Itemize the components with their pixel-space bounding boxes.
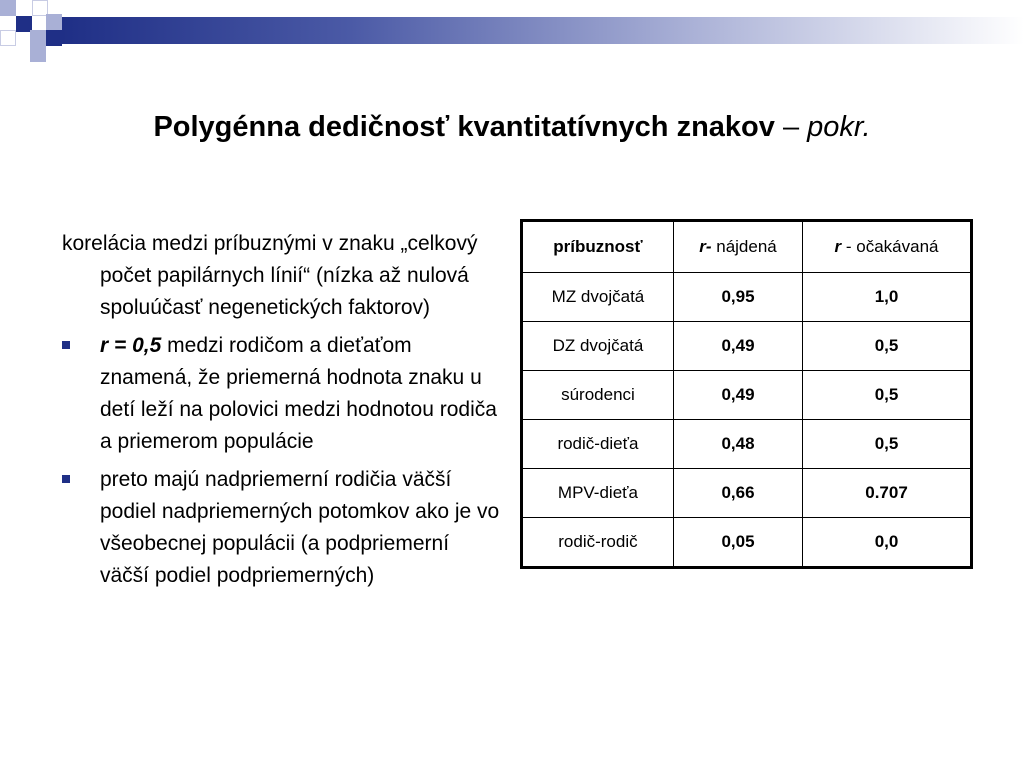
decor-square (30, 46, 46, 62)
table-row (522, 469, 972, 518)
cell-found: 0,49 (673, 322, 802, 371)
intro-paragraph: korelácia medzi príbuznými v znaku „celkový počet papilárnych línií“ (nízka až nulová spoluúčasť negenetických faktorov) (62, 232, 478, 319)
bullet-text: medzi rodičom a dieťaťom znamená, že priemerná hodnota znaku u detí leží na polovici medzi hodnotou rodiča a priemerom populácie (100, 334, 497, 453)
header-found: r- nájdená (673, 221, 802, 273)
bullet-item (62, 464, 502, 592)
cell-expected: 1,0 (803, 273, 972, 322)
correlation-table (520, 219, 973, 569)
decor-square (46, 30, 62, 46)
cell-expected: 0.707 (803, 469, 972, 518)
decor-square (0, 0, 16, 16)
bullet-list (62, 330, 502, 592)
title-main: Polygénna dedičnosť kvantitatívnych znakov (153, 111, 775, 143)
decor-square (30, 30, 46, 46)
table-row (522, 273, 972, 322)
cell-found: 0,66 (673, 469, 802, 518)
table-row (522, 420, 972, 469)
cell-relationship: MZ dvojčatá (522, 273, 674, 322)
cell-relationship: MPV-dieťa (522, 469, 674, 518)
cell-found: 0,48 (673, 420, 802, 469)
bullet-emphasis: r = 0,5 (100, 334, 162, 357)
decor-square (46, 14, 62, 30)
header-relationship: príbuznosť (522, 221, 674, 273)
title-separator: – (782, 111, 800, 143)
header-gradient-band (62, 17, 1024, 44)
title-suffix: pokr. (807, 111, 871, 143)
cell-expected: 0,5 (803, 371, 972, 420)
cell-found: 0,95 (673, 273, 802, 322)
cell-relationship: DZ dvojčatá (522, 322, 674, 371)
bullet-item (62, 330, 502, 458)
body-text (62, 228, 502, 598)
bullet-text: preto majú nadpriemerní rodičia väčší podiel nadpriemerných potomkov ako je vo všeobecnej populácii (a podpriemerní väčší podiel podpriemerných) (100, 468, 500, 587)
cell-relationship: súrodenci (522, 371, 674, 420)
cell-expected: 0,5 (803, 322, 972, 371)
cell-expected: 0,5 (803, 420, 972, 469)
decor-square (0, 30, 16, 46)
square-bullet-icon (62, 475, 70, 483)
cell-found: 0,05 (673, 518, 802, 568)
table-header-row (522, 221, 972, 273)
slide-title (0, 111, 1024, 144)
cell-relationship: rodič-rodič (522, 518, 674, 568)
table-row (522, 518, 972, 568)
header-expected: r - očakávaná (803, 221, 972, 273)
cell-expected: 0,0 (803, 518, 972, 568)
square-bullet-icon (62, 341, 70, 349)
header-decoration (0, 0, 1024, 64)
cell-relationship: rodič-dieťa (522, 420, 674, 469)
table-row (522, 371, 972, 420)
table-row (522, 322, 972, 371)
cell-found: 0,49 (673, 371, 802, 420)
